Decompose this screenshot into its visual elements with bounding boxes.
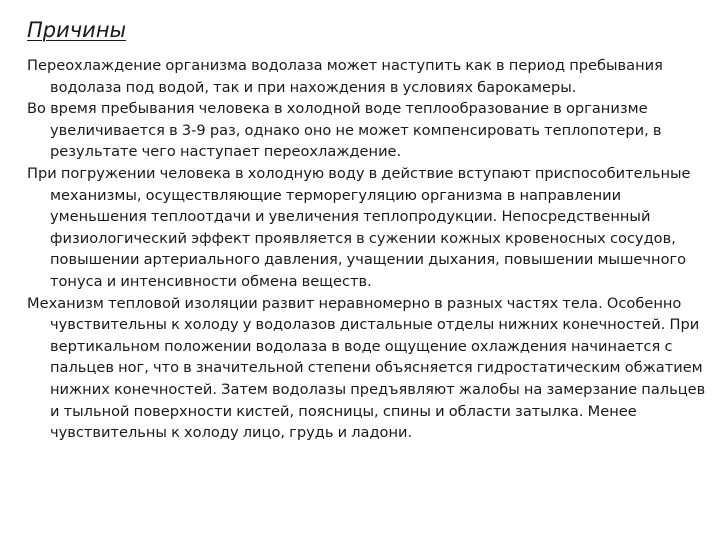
paragraph-thermal-insulation: Механизм тепловой изоляции развит неравномерно в разных частях тела. Особенно чувствительны к холоду у водолазов дистальные отделы нижних конечностей. При вертикальном положении водолаза в воде ощущение охлаждения начинается с пальцев ног, что в значительной степени объясняется гидростатическим обжатием нижних конечностей. Затем водолазы предъявляют жалобы на замерзание пальцев и тыльной поверхности кистей, поясницы, спины и области затылка. Менее чувствительны к холоду лицо, грудь и ладони.	[27, 294, 706, 442]
paragraph-adaptive-mechanisms: При погружении человека в холодную воду в действие вступают приспособительные механизмы, осуществляющие терморегуляцию организма в направлении уменьшения теплоотдачи и увеличения теплопродукции. Непосредственный физиологический эффект проявляется в сужении кожных кровеносных сосудов, повышении артериального давления, учащении дыхания, повышении мышечного тонуса и интенсивности обмена веществ.	[27, 164, 691, 290]
slide-body	[27, 55, 707, 444]
paragraph-causes: Переохлаждение организма водолаза может наступить как в период пребывания водолаза под водой, так и при нахождения в условиях барокамеры.	[27, 57, 663, 96]
paragraph-heat-production: Во время пребывания человека в холодной воде теплообразование в организме увеличивается в 3-9 раз, однако оно не может компенсировать теплопотери, в результате чего наступает переохлаждение.	[27, 100, 662, 161]
slide-title: Причины	[27, 18, 127, 42]
